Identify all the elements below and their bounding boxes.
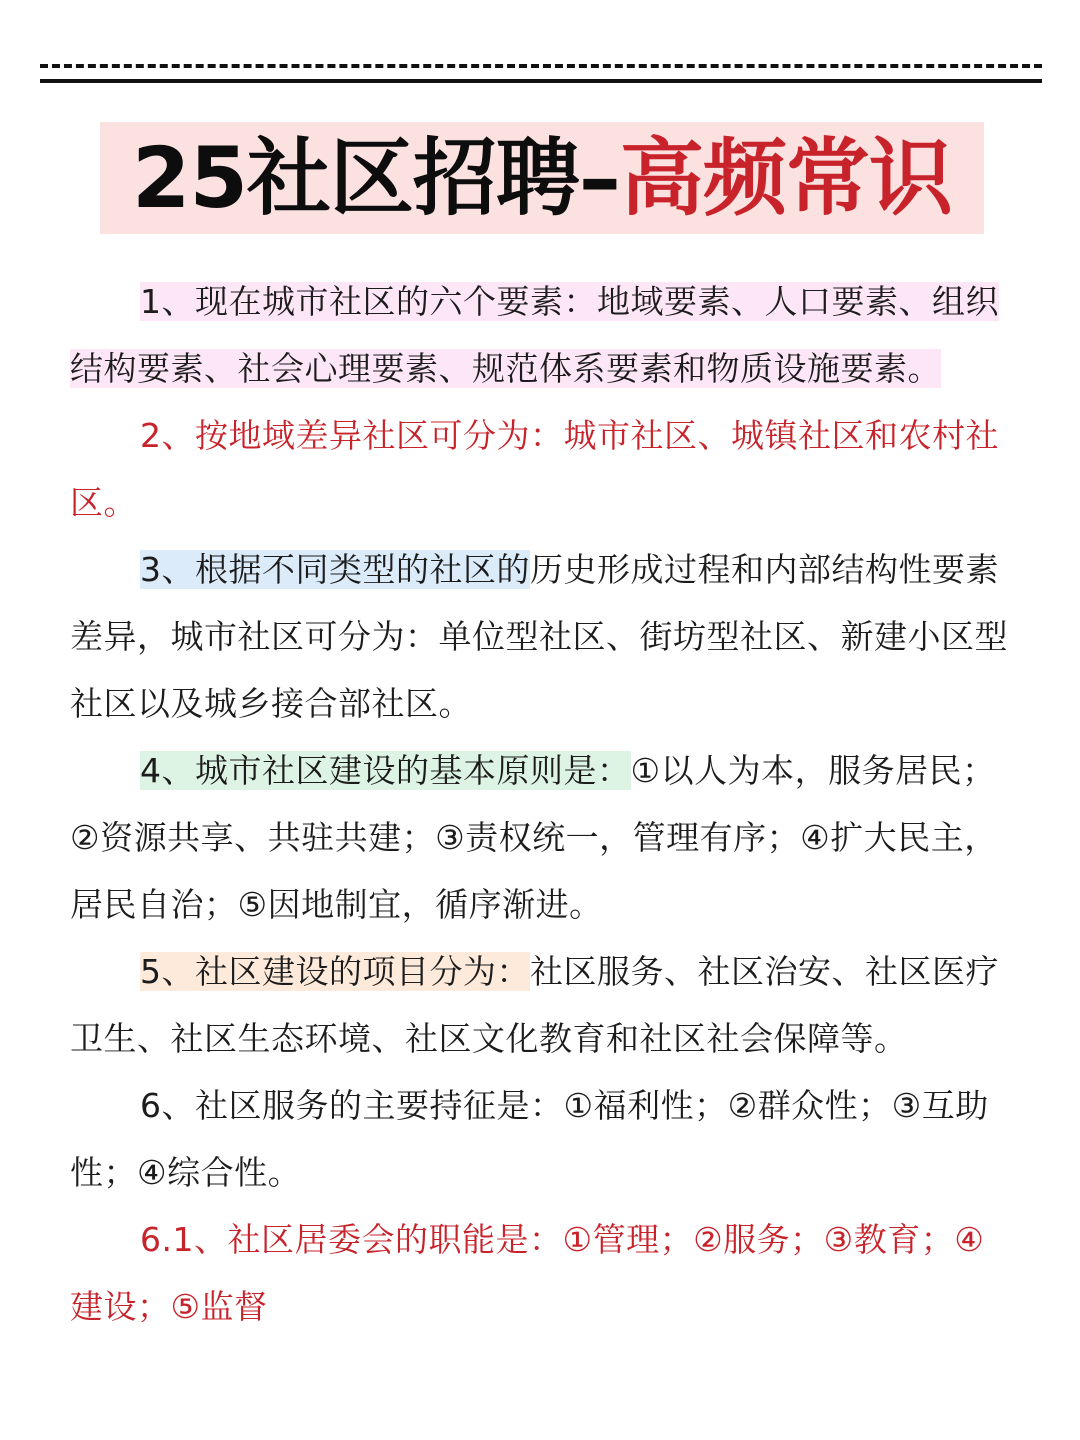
item-6-1 [70, 1206, 1010, 1340]
title-black-part: 25社区招聘– [132, 129, 620, 227]
item-5 [70, 938, 1010, 1072]
item-1 [70, 268, 1010, 402]
title-red-part: 高频常识 [619, 129, 952, 227]
item-1-text: 1、现在城市社区的六个要素：地域要素、人口要素、组织结构要素、社会心理要素、规范体系要素和物质设施要素。 [70, 282, 999, 388]
item-5-highlight: 5、社区建设的项目分为： [140, 952, 530, 991]
dashed-divider [40, 64, 1042, 68]
item-6-text: 6、社区服务的主要持征是：①福利性；②群众性；③互助性；④综合性。 [70, 1086, 989, 1192]
item-3-highlight: 3、根据不同类型的社区的 [140, 550, 530, 589]
item-4-text: ①以人为本，服务居民；②资源共享、共驻共建；③责权统一，管理有序；④扩大民主，居民自治；⑤因地制宜，循序渐进。 [70, 751, 998, 924]
solid-divider [40, 79, 1042, 83]
item-2-text: 2、按地域差异社区可分为：城市社区、城镇社区和农村社区。 [70, 416, 999, 522]
item-3-text: 历史形成过程和内部结构性要素差异，城市社区可分为：单位型社区、街坊型社区、新建小区型社区以及城乡接合部社区。 [70, 550, 1008, 723]
item-6 [70, 1072, 1010, 1206]
page-title [100, 122, 984, 234]
knowledge-list [70, 268, 1010, 1340]
item-2 [70, 402, 1010, 536]
item-4-highlight: 4、城市社区建设的基本原则是： [140, 751, 631, 790]
item-3 [70, 536, 1010, 737]
item-6-1-text: 6.1、社区居委会的职能是：①管理；②服务；③教育；④建设；⑤监督 [70, 1220, 985, 1326]
item-5-text: 社区服务、社区治安、社区医疗卫生、社区生态环境、社区文化教育和社区社会保障等。 [70, 952, 999, 1058]
item-4 [70, 737, 1010, 938]
